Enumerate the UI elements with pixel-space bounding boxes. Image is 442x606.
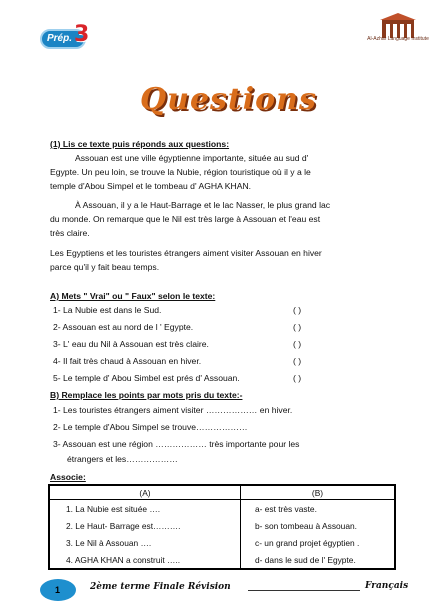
true-false-item: 5- Le temple d' Abou Simbel est prés d' Assouan.	[53, 373, 240, 383]
table-row	[49, 500, 395, 518]
associe-table	[48, 484, 396, 570]
text-line: Assouan est une ville égyptienne importante, située au sud d'	[75, 153, 309, 163]
true-false-item: 3- L' eau du Nil à Assouan est très claire.	[53, 339, 209, 349]
text-line: parce qu'il y fait beau temps.	[50, 262, 160, 272]
table-row	[49, 517, 395, 534]
true-false-item: 2- Assouan est au nord de l ' Egypte.	[53, 322, 194, 332]
column-b-header: (B)	[241, 485, 396, 500]
prep-label: Prép.	[47, 33, 73, 44]
sectionB-heading: B) Remplace les points par mots pris du texte:-	[50, 390, 243, 400]
footer-subject: Français	[365, 581, 409, 591]
answer-parens[interactable]: ( )	[293, 322, 302, 332]
column-a-cell: 3. Le Nil à Assouan ….	[49, 534, 241, 551]
table-row	[49, 534, 395, 551]
fill-in-item: étrangers et les………………	[67, 454, 178, 464]
footer-divider	[248, 590, 360, 591]
page-number: 1	[55, 585, 61, 595]
footer-term: 2ème terme Finale Révision	[90, 582, 231, 592]
section1-heading: (1) Lis ce texte puis réponds aux questions:	[50, 139, 230, 149]
logo-caption: Al-Azhar Language Institute	[367, 36, 429, 42]
true-false-item: 4- Il fait très chaud à Assouan en hiver.	[53, 356, 202, 366]
text-line: Les Egyptiens et les touristes étrangers aiment visiter Assouan en hiver	[50, 248, 322, 258]
column-a-cell: 4. AGHA KHAN a construit …..	[49, 551, 241, 569]
associe-heading: Associe:	[50, 472, 86, 482]
prep-number: 3	[74, 22, 90, 47]
column-b-cell: a- est très vaste.	[241, 500, 396, 518]
table-header-row	[49, 485, 395, 500]
column-a-cell: 1. La Nubie est située ….	[49, 500, 241, 518]
fill-in-item: 1- Les touristes étrangers aiment visiter ……………… en hiver.	[53, 405, 293, 415]
text-line: très claire.	[50, 228, 90, 238]
page-title: Questions	[140, 82, 317, 117]
prep-badge	[40, 22, 92, 51]
text-line: temple d'Abou Simpel et le tombeau d' AGHA KHAN.	[50, 181, 252, 191]
text-line: du monde. On remarque que le Nil est très large à Assouan et l'eau est	[50, 214, 321, 224]
true-false-item: 1- La Nubie est dans le Sud.	[53, 305, 162, 315]
column-b-cell: d- dans le sud de l' Egypte.	[241, 551, 396, 569]
fill-in-item: 2- Le temple d'Abou Simpel se trouve………………	[53, 422, 248, 432]
answer-parens[interactable]: ( )	[293, 356, 302, 366]
column-b-cell: c- un grand projet égyptien .	[241, 534, 396, 551]
table-row	[49, 551, 395, 569]
fill-in-item: 3- Assouan est une région ……………… très importante pour les	[53, 439, 300, 449]
column-b-cell: b- son tombeau à Assouan.	[241, 517, 396, 534]
text-line: À Assouan, il y a le Haut-Barrage et le lac Nasser, le plus grand lac	[75, 200, 331, 210]
text-line: Egypte. Un peu loin, se trouve la Nubie, région touristique où il y a le	[50, 167, 311, 177]
column-a-cell: 2. Le Haut- Barrage est……….	[49, 517, 241, 534]
answer-parens[interactable]: ( )	[293, 305, 302, 315]
answer-parens[interactable]: ( )	[293, 339, 302, 349]
sectionA-heading: A) Mets " Vrai" ou " Faux" selon le texte:	[50, 291, 216, 301]
column-a-header: (A)	[49, 485, 241, 500]
answer-parens[interactable]: ( )	[293, 373, 302, 383]
